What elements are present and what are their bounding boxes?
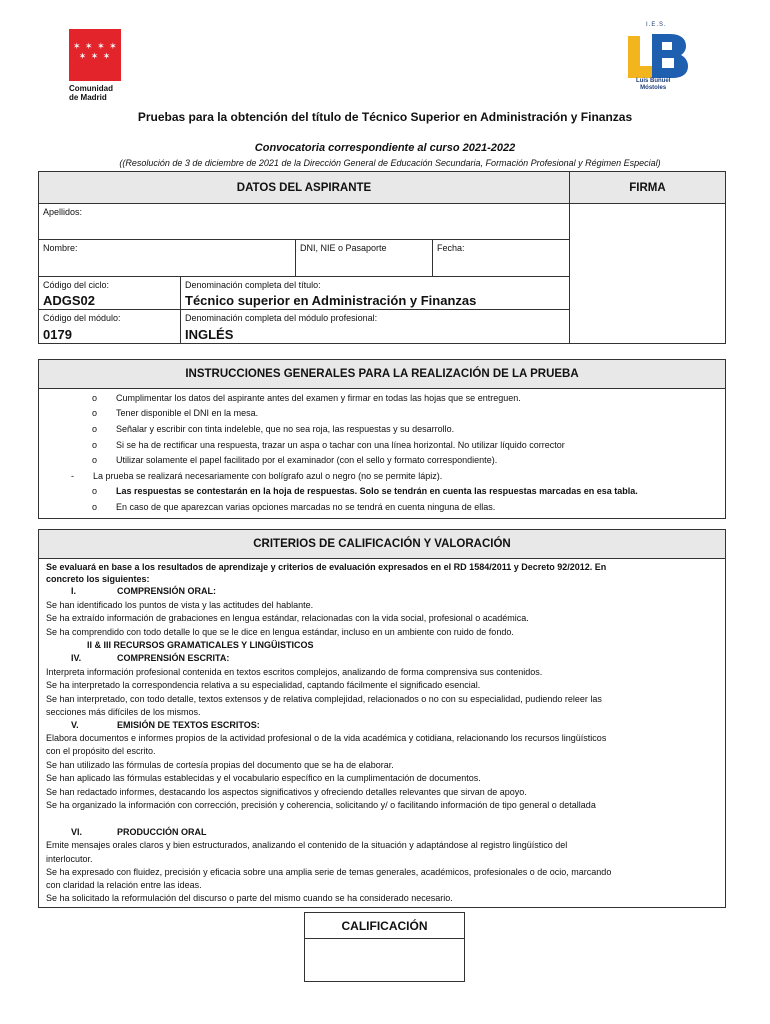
page-title: Pruebas para la obtención del título de Técnico Superior en Administración y Finanzas [137, 110, 633, 124]
name-label: Nombre: [43, 243, 78, 253]
title-name-label: Denominación completa del título: [185, 280, 321, 290]
section-title: EMISIÓN DE TEXTOS ESCRITOS: [117, 720, 260, 730]
criteria-header: CRITERIOS DE CALIFICACIÓN Y VALORACIÓN [38, 529, 726, 559]
module-name-value: INGLÉS [185, 327, 234, 342]
madrid-stars: ✶ ✶ ✶ ✶ ✶ ✶ ✶ [73, 41, 118, 61]
instruction-sub-item: En caso de que aparezcan varias opciones marcadas no se tendrá en cuenta ninguna de ellas. [116, 502, 496, 512]
module-code-value: 0179 [43, 327, 72, 342]
school-caption: Luis Buñuel Móstoles [636, 78, 671, 91]
instruction-item: Señalar y escribir con tinta indeleble, que no sea roja, las respuestas y su desarrollo. [116, 424, 455, 434]
section-title: COMPRENSIÓN ORAL: [117, 586, 216, 596]
title-name-cell [180, 276, 570, 310]
surname-label: Apellidos: [43, 207, 83, 217]
instruction-sub-item: Las respuestas se contestarán en la hoja de respuestas. Solo se tendrán en cuenta las respuestas marcadas en esa tabla. [116, 486, 638, 496]
surname-field[interactable] [38, 203, 570, 240]
id-label: DNI, NIE o Pasaporte [300, 243, 387, 253]
section-title: II & III RECURSOS GRAMATICALES Y LINGÜISTICOS [87, 640, 314, 650]
signature-header: FIRMA [569, 171, 726, 204]
applicant-data-header: DATOS DEL ASPIRANTE [38, 171, 570, 204]
cycle-code-cell [38, 276, 181, 310]
instruction-dash-item: La prueba se realizará necesariamente con bolígrafo azul o negro (no se permite lápiz). [93, 471, 443, 481]
section-title: COMPRENSIÓN ESCRITA: [117, 653, 230, 663]
instructions-header: INSTRUCCIONES GENERALES PARA LA REALIZACIÓN DE LA PRUEBA [38, 359, 726, 389]
instructions-body: o Cumplimentar los datos del aspirante antes del examen y firmar en todas las hojas que se entreguen. o Tener disponible el DNI en la mesa. o Señalar y escribir con tinta indeleble, que no sea roja, las respuestas y su desarrollo. o Si se ha de rectificar una respuesta, trazar un aspa o tachar con una línea horizontal. No utilizar líquido corrector o Utilizar solamente el papel facilitado por el examinador (con el sello y formato correspondiente). - La prueba se realizará necesariamente con bolígrafo azul o negro (no se permite lápiz). o Las respuestas se contestarán en la hoja de respuestas. Solo se tendrán en cuenta las respuestas marcadas en esa tabla. o En caso de que aparezcan varias opciones marcadas no se tendrá en cuenta ninguna de ellas. [38, 389, 726, 519]
name-field[interactable] [38, 239, 296, 277]
resolution-note: ((Resolución de 3 de diciembre de 2021 de la Dirección General de Educación Secundaria, Formación Profesional y Régimen Especial) [119, 158, 661, 168]
grade-header: CALIFICACIÓN [305, 913, 464, 939]
module-name-cell [180, 309, 570, 344]
instruction-item: Si se ha de rectificar una respuesta, trazar un aspa o tachar con una línea horizontal. No utilizar líquido corrector [116, 440, 565, 450]
instruction-item: Utilizar solamente el papel facilitado por el examinador (con el sello y formato correspondiente). [116, 455, 498, 465]
cycle-code-label: Código del ciclo: [43, 280, 110, 290]
section-title: PRODUCCIÓN ORAL [117, 827, 207, 837]
cycle-code-value: ADGS02 [43, 293, 96, 308]
id-field[interactable] [295, 239, 433, 277]
ies-luis-bunuel-logo: I.E.S. Luis Buñuel Móstoles [622, 22, 692, 100]
page-subtitle: Convocatoria correspondiente al curso 2021-2022 [254, 142, 516, 154]
instruction-item: Cumplimentar los datos del aspirante antes del examen y firmar en todas las hojas que se entreguen. [116, 393, 521, 403]
grade-box[interactable] [304, 912, 465, 982]
instruction-item: Tener disponible el DNI en la mesa. [116, 408, 259, 418]
criteria-body: Se evaluará en base a los resultados de aprendizaje y criterios de evaluación expresados en el RD 1584/2011 y Decreto 92/2012. En concreto los siguientes: I. COMPRENSIÓN ORAL: Se han identificado los puntos de vista y las actitudes del hablante. Se ha extraído información de grabaciones en lengua estándar, relacionadas con la vida social, profesional o académica. Se ha comprendido con todo detalle lo que se le dice en lengua estándar, incluso en un ambiente con ruido de fondo. II & III RECURSOS GRAMATICALES Y LINGÜISTICOS IV. COMPRENSIÓN ESCRITA: Interpreta información profesional contenida en textos escritos complejos, analizando de forma comprensiva sus contenidos. Se ha interpretado la correspondencia relativa a su especialidad, captando fácilmente el significado esencial. Se han interpretado, con todo detalle, textos extensos y de relativa complejidad, relacionados o no con su especialidad, pudiendo releer las secciones más difíciles de los mismos. V. EMISIÓN DE TEXTOS ESCRITOS: Elabora documentos e informes propios de la actividad profesional o de la vida académica y cotidiana, relacionando los recursos lingüísticos con el propósito del escrito. Se han utilizado las fórmulas de cortesía propias del documento que se ha de elaborar. Se han aplicado las fórmulas establecidas y el vocabulario específico en la cumplimentación de documentos. Se han redactado informes, destacando los aspectos significativos y ofreciendo detalles relevantes que sirvan de apoyo. Se ha organizado la información con corrección, precisión y coherencia, solicitando y/ o facilitando información de tipo general o detallada VI. PRODUCCIÓN ORAL Emite mensajes orales claros y bien estructurados, analizando el contenido de la situación y adaptándose al registro lingüístico del interlocutor. Se ha expresado con fluidez, precisión y eficacia sobre una amplia serie de temas generales, académicos, profesionales o de ocio, marcando con claridad la relación entre las ideas. Se ha solicitado la reformulación del discurso o parte del mismo cuando se ha considerado necesario. [38, 559, 726, 908]
module-code-cell [38, 309, 181, 344]
module-code-label: Código del módulo: [43, 313, 121, 323]
signature-field[interactable] [569, 203, 726, 344]
date-label: Fecha: [437, 243, 465, 253]
comunidad-madrid-name: Comunidad de Madrid [69, 84, 113, 102]
date-field[interactable] [432, 239, 570, 277]
title-name-value: Técnico superior en Administración y Finanzas [185, 293, 477, 308]
module-name-label: Denominación completa del módulo profesional: [185, 313, 378, 323]
comunidad-madrid-logo [69, 29, 121, 81]
